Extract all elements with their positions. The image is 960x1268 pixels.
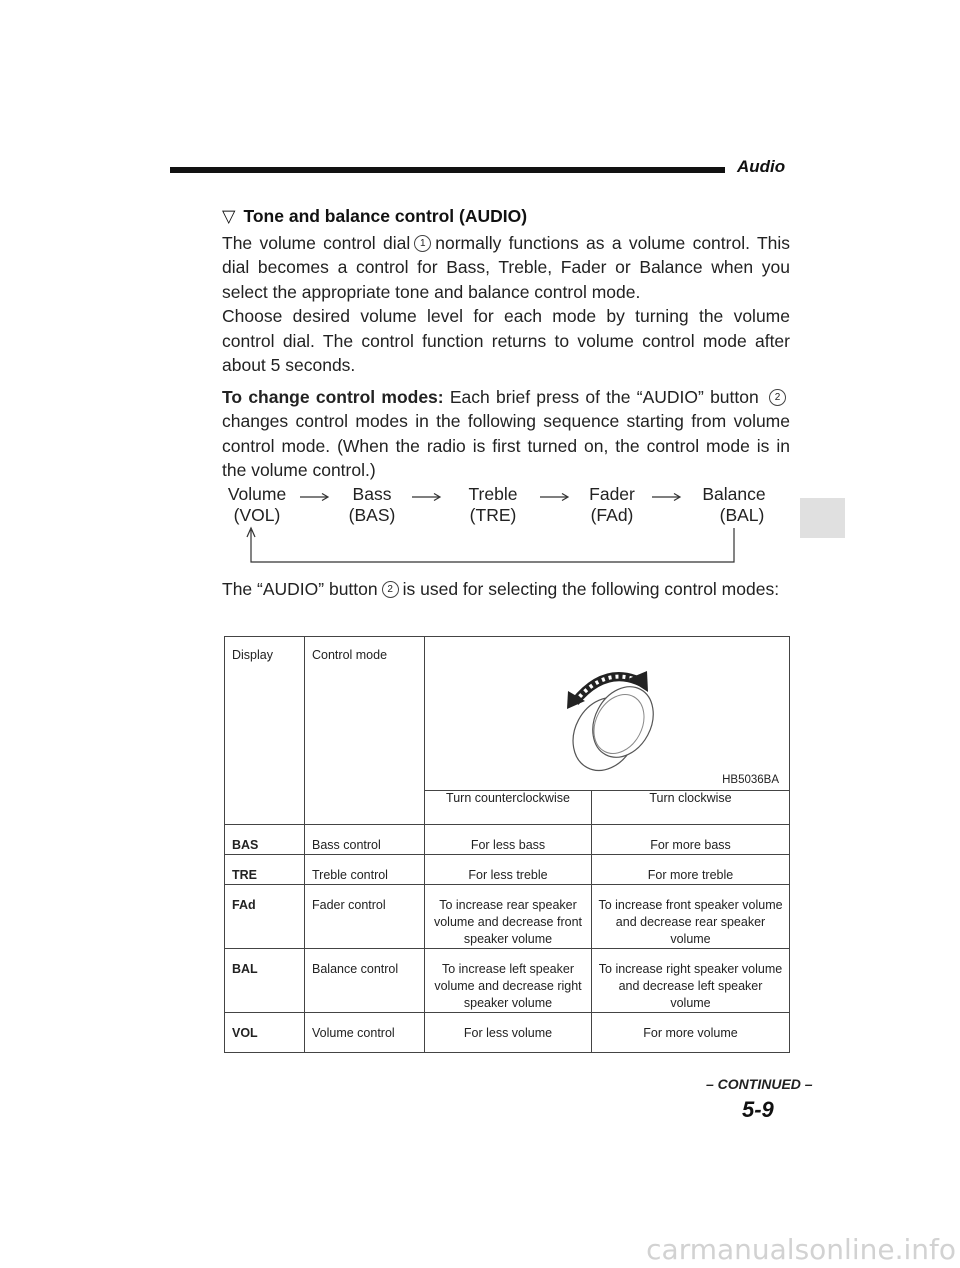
row-cw: To increase front speaker volume and decrease rear speaker volume [592,885,790,949]
body-text [222,204,790,483]
mode-sequence-diagram [222,484,790,566]
table-row [225,825,790,855]
sequence-item-code: (BAL) [719,505,765,525]
table-row [225,855,790,885]
watermark: carmanualsonline.info [646,1233,956,1266]
table-row [225,949,790,1013]
row-display: BAS [225,825,305,855]
paragraph-2: Choose desired volume level for each mode by turning the volume control dial. The control function returns to volume control mode after about 5 seconds. [222,306,790,375]
return-loop-line [222,484,790,566]
p1-text-a: The volume control dial [222,232,411,253]
row-mode: Volume control [305,1013,425,1053]
row-mode: Balance control [305,949,425,1013]
section-heading [222,204,790,229]
modes-intro-text-b: is used for selecting the following control modes: [402,579,780,599]
chapter-tab-marker [800,498,845,538]
p1-text-b: normally functions as a volume control. This dial becomes a control for Bass, Treble, Fader or Balance when you select the appropriate tone and balance control mode. [222,232,791,302]
sequence-item-name: Balance [702,484,766,504]
sequence-item-code: (TRE) [469,505,517,525]
header-rule [170,167,725,173]
header-control-mode: Control mode [305,637,425,825]
row-display: TRE [225,855,305,885]
row-mode: Bass control [305,825,425,855]
row-ccw: To increase left speaker volume and decrease right speaker volume [425,949,592,1013]
row-display: BAL [225,949,305,1013]
row-ccw: For less volume [425,1013,592,1053]
row-cw: To increase right speaker volume and decrease left speaker volume [592,949,790,1013]
row-mode: Fader control [305,885,425,949]
p3-text-a: Each brief press of the “AUDIO” button [449,386,759,407]
circled-number-icon: 1 [414,235,431,252]
paragraph-3 [222,385,790,483]
sequence-item-name: Fader [589,484,635,504]
continued-label: – CONTINUED – [706,1076,813,1092]
row-ccw: For less bass [425,825,592,855]
table-row [225,1013,790,1053]
figure-code: HB5036BA [722,774,779,786]
row-ccw: To increase rear speaker volume and decrease front speaker volume [425,885,592,949]
page-number: 5-9 [742,1097,774,1122]
modes-intro [222,577,790,602]
triangle-icon: ▽ [222,206,236,226]
sequence-item-name: Volume [227,484,287,504]
control-modes-table [224,636,790,1053]
row-mode: Treble control [305,855,425,885]
heading-text: Tone and balance control (AUDIO) [243,206,528,226]
sequence-item-name: Bass [352,484,392,504]
p3-bold-lead: To change control modes: [222,386,444,407]
sequence-item-code: (FAd) [590,505,634,525]
row-display: FAd [225,885,305,949]
row-display: VOL [225,1013,305,1053]
dial-rotation-icon [565,657,675,777]
paragraph-1 [222,231,790,305]
header-clockwise: Turn clockwise [592,791,790,825]
header-counterclockwise: Turn counterclockwise [425,791,592,825]
header-display: Display [225,637,305,825]
row-cw: For more bass [592,825,790,855]
sequence-item-code: (BAS) [348,505,396,525]
circled-number-icon: 2 [769,389,786,406]
circled-number-icon: 2 [382,581,399,598]
p3-text-b: changes control modes in the following sequence starting from volume control mode. (When the radio is first turned on, the control mode is in the volume control.) [222,411,790,480]
section-title: Audio [737,157,786,176]
modes-intro-text-a: The “AUDIO” button [222,579,378,599]
table-row [225,885,790,949]
row-ccw: For less treble [425,855,592,885]
row-cw: For more treble [592,855,790,885]
sequence-item-name: Treble [468,484,518,504]
sequence-item-code: (VOL) [233,505,281,525]
dial-illustration-cell [425,637,790,791]
row-cw: For more volume [592,1013,790,1053]
